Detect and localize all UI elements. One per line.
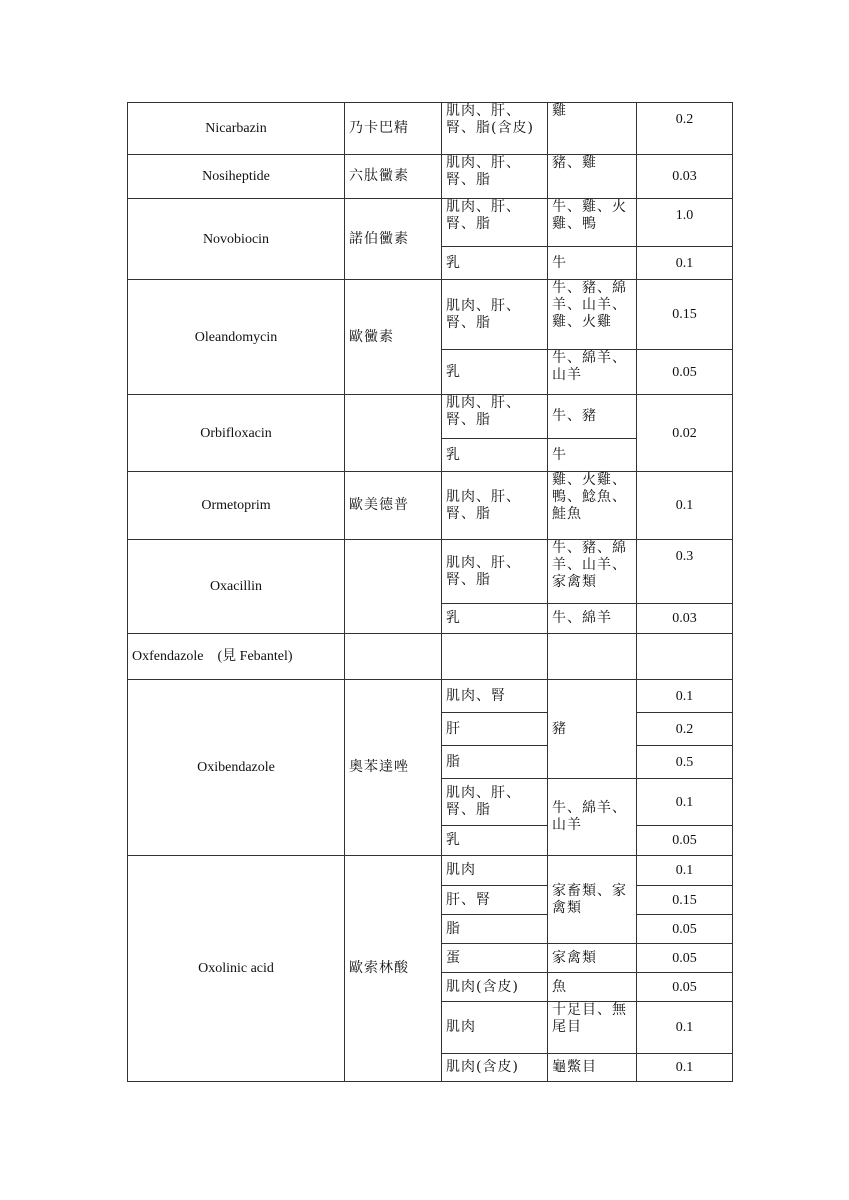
tissue-cell: 肌肉、肝、腎、脂(含皮) — [442, 103, 548, 155]
tissue-cell: 肝 — [442, 713, 548, 746]
table-row — [128, 472, 733, 540]
mrl-value: 0.03 — [637, 155, 733, 199]
mrl-value: 0.1 — [637, 1054, 733, 1082]
species-cell: 豬 — [548, 680, 637, 779]
mrl-value: 0.03 — [637, 604, 733, 634]
tissue-cell: 脂 — [442, 915, 548, 944]
species-cell: 家畜類、家禽類 — [548, 856, 637, 944]
mrl-value: 0.2 — [637, 713, 733, 746]
species-cell: 牛、綿羊、山羊 — [548, 779, 637, 856]
tissue-cell: 乳 — [442, 604, 548, 634]
mrl-value: 0.1 — [637, 779, 733, 826]
tissue-cell: 肌肉、肝、腎、脂 — [442, 540, 548, 604]
mrl-value: 0.02 — [637, 395, 733, 472]
species-cell: 雞、火雞、鴨、鯰魚、鮭魚 — [548, 472, 637, 540]
tissue-cell: 肌肉、肝、腎、脂 — [442, 199, 548, 247]
species-cell: 牛、綿羊、山羊 — [548, 350, 637, 395]
species-cell: 牛、豬、綿羊、山羊、雞、火雞 — [548, 280, 637, 350]
mrl-value: 0.2 — [637, 103, 733, 155]
mrl-table — [127, 102, 733, 1082]
drug-name: Oleandomycin — [128, 280, 345, 395]
tissue-cell: 乳 — [442, 247, 548, 280]
mrl-value: 0.1 — [637, 472, 733, 540]
tissue-cell: 肌肉、肝、腎、脂 — [442, 155, 548, 199]
mrl-value: 0.05 — [637, 973, 733, 1002]
species-cell: 牛 — [548, 439, 637, 472]
drug-name: Ormetoprim — [128, 472, 345, 540]
tissue-cell: 肌肉 — [442, 1002, 548, 1054]
species-cell: 牛、雞、火雞、鴨 — [548, 199, 637, 247]
tissue-cell: 肌肉、肝、腎、脂 — [442, 472, 548, 540]
species-cell: 家禽類 — [548, 944, 637, 973]
drug-chinese-name: 乃卡巴精 — [345, 103, 442, 155]
drug-chinese-name — [345, 395, 442, 472]
drug-name: Oxacillin — [128, 540, 345, 634]
tissue-cell: 肌肉、肝、腎、脂 — [442, 280, 548, 350]
tissue-cell: 肌肉、肝、腎、脂 — [442, 395, 548, 439]
mrl-value: 0.1 — [637, 1002, 733, 1054]
drug-name: Nicarbazin — [128, 103, 345, 155]
drug-chinese-name: 六肽黴素 — [345, 155, 442, 199]
table-row — [128, 155, 733, 199]
tissue-cell: 肌肉、腎 — [442, 680, 548, 713]
mrl-value: 0.05 — [637, 944, 733, 973]
tissue-cell: 乳 — [442, 439, 548, 472]
drug-name: Oxolinic acid — [128, 856, 345, 1082]
mrl-value: 0.05 — [637, 915, 733, 944]
table-row — [128, 280, 733, 350]
mrl-value: 0.5 — [637, 746, 733, 779]
drug-name: Orbifloxacin — [128, 395, 345, 472]
mrl-value: 0.1 — [637, 680, 733, 713]
mrl-value: 0.05 — [637, 826, 733, 856]
drug-name: Oxibendazole — [128, 680, 345, 856]
tissue-cell: 乳 — [442, 826, 548, 856]
tissue-cell: 肌肉 — [442, 856, 548, 886]
table-row — [128, 199, 733, 247]
table-row — [128, 634, 733, 680]
drug-chinese-name: 歐美德普 — [345, 472, 442, 540]
species-cell: 十足目、無尾目 — [548, 1002, 637, 1054]
tissue-cell: 肌肉(含皮) — [442, 1054, 548, 1082]
table-row — [128, 540, 733, 604]
drug-chinese-name: 奧苯達唑 — [345, 680, 442, 856]
drug-name: Oxfendazole (見 Febantel) — [128, 634, 345, 680]
drug-chinese-name: 諾伯黴素 — [345, 199, 442, 280]
species-cell: 牛、綿羊 — [548, 604, 637, 634]
species-cell: 雞 — [548, 103, 637, 155]
tissue-cell: 蛋 — [442, 944, 548, 973]
mrl-value: 0.05 — [637, 350, 733, 395]
species-cell: 牛、豬 — [548, 395, 637, 439]
drug-chinese-name — [345, 540, 442, 634]
table-row — [128, 856, 733, 886]
tissue-cell: 肌肉(含皮) — [442, 973, 548, 1002]
tissue-cell: 肌肉、肝、腎、脂 — [442, 779, 548, 826]
mrl-value: 0.1 — [637, 856, 733, 886]
drug-chinese-name: 歐黴素 — [345, 280, 442, 395]
species-cell: 豬、雞 — [548, 155, 637, 199]
tissue-cell: 脂 — [442, 746, 548, 779]
mrl-value: 0.15 — [637, 886, 733, 915]
mrl-value: 0.1 — [637, 247, 733, 280]
table-row — [128, 395, 733, 439]
mrl-value: 1.0 — [637, 199, 733, 247]
drug-name: Novobiocin — [128, 199, 345, 280]
mrl-value: 0.15 — [637, 280, 733, 350]
species-cell: 龜鱉目 — [548, 1054, 637, 1082]
species-cell: 牛、豬、綿羊、山羊、家禽類 — [548, 540, 637, 604]
species-cell: 魚 — [548, 973, 637, 1002]
species-cell: 牛 — [548, 247, 637, 280]
mrl-value: 0.3 — [637, 540, 733, 604]
tissue-cell: 肝、腎 — [442, 886, 548, 915]
tissue-cell: 乳 — [442, 350, 548, 395]
table-row — [128, 680, 733, 713]
drug-chinese-name: 歐索林酸 — [345, 856, 442, 1082]
drug-name: Nosiheptide — [128, 155, 345, 199]
table-row — [128, 103, 733, 155]
